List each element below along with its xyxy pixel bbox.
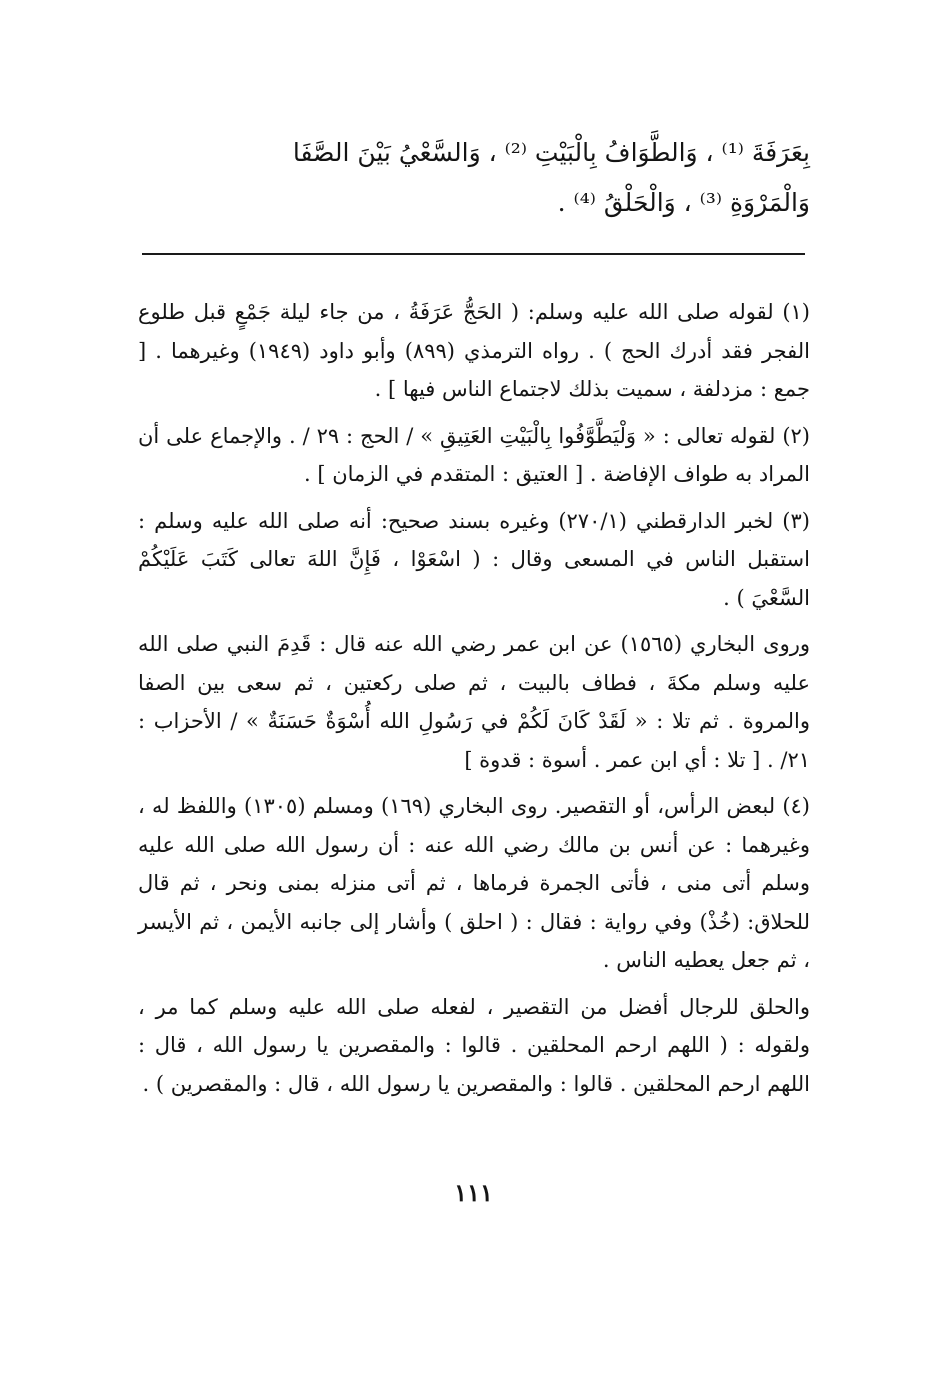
footnote-2: (٢) لقوله تعالى : « وَلْيَطَّوَّفُوا بِالْبَيْتِ العَتِيقِ » / الحج : ٢٩ / . والإجماع على أن المراد به طواف الإفاضة . [ العتيق : المتقدم في الزمان ] .: [138, 423, 810, 486]
footnote-1: (١) لقوله صلى الله عليه وسلم: ( الحَجُّ عَرَفَةُ ، من جاء ليلة جَمْعٍ قبل طلوع الفجر فقد أدرك الحج ) . رواه الترمذي (٨٩٩) وأبو داود (١٩٤٩) وغيرهما . [ جمع : مزدلفة ، سميت بذلك لاجتماع الناس فيها ] .: [138, 300, 810, 401]
footnote-3: (٣) لخبر الدارقطني (٢٧٠/١) وغيره بسند صحيح: أنه صلى الله عليه وسلم : استقبل الناس في المسعى وقال : ( اسْعَوْا ، فَإِنَّ اللهَ تعالى كَتَبَ عَلَيْكُمْ السَّعْيَ ) .: [138, 508, 810, 610]
footnote-4-continuation: والحلق للرجال أفضل من التقصير ، لفعله صلى الله عليه وسلم كما مر ، ولقوله : ( اللهم ارحم المحلقين . قالوا : والمقصرين يا رسول الله ، قال : اللهم ارحم المحلقين . قالوا : والمقصرين يا رسول الله ، قال : والمقصرين ) .: [138, 994, 810, 1096]
footnote-separator: [142, 253, 805, 255]
footnote-4: (٤) لبعض الرأس، أو التقصير. روى البخاري (١٦٩) ومسلم (١٣٠٥) واللفظ له ، وغيرهما : عن أنس بن مالك رضي الله عنه : أن رسول الله صلى الله عليه وسلم أتى منى ، فأتى الجمرة فرماها ، ثم أتى منزله بمنى ونحر ، ثم قال للحلاق: (خُذْ) وفي رواية : فقال : ( احلق ) وأشار إلى جانبه الأيمن ، ثم الأيسر ، ثم جعل يعطيه الناس .: [138, 794, 810, 972]
footnote-3-continuation: وروى البخاري (١٥٦٥) عن ابن عمر رضي الله عنه قال : قَدِمَ النبي صلى الله عليه وسلم مكةَ ، فطاف بالبيت ، ثم صلى ركعتين ، ثم سعى بين الصفا والمروة . ثم تلا : « لَقَدْ كَانَ لَكُمْ في رَسُولِ الله أُسْوَةٌ حَسَنَةٌ » / الأحزاب : ٢١/ . [ تلا : أي ابن عمر . أسوة : قدوة ]: [138, 632, 810, 772]
page-number: ١١١: [454, 1178, 493, 1207]
main-text-line: وَالْمَرْوَةِ ⁽³⁾ ، وَالْحَلْقُ ⁽⁴⁾ .: [557, 188, 810, 217]
footnotes: [138, 293, 810, 1111]
main-text: [138, 128, 810, 228]
main-text-line: بِعَرَفَةَ ⁽¹⁾ ، وَالطَّوَافُ بِالْبَيْتِ ⁽²⁾ ، وَالسَّعْيُ بَيْنَ الصَّفَا: [292, 138, 810, 167]
